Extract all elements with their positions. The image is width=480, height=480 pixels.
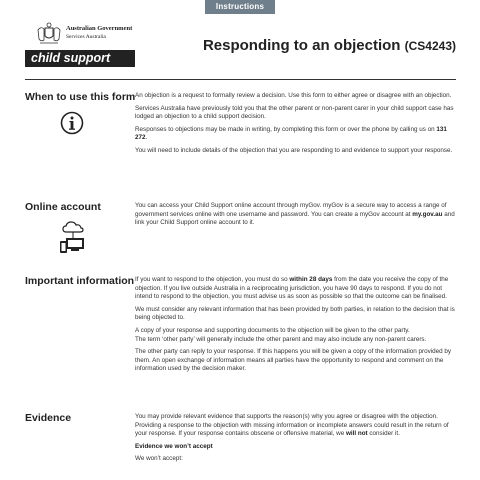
will-not-text: will not xyxy=(345,430,368,438)
section-heading-important: Important information xyxy=(25,275,135,287)
section-heading-when: When to use this form xyxy=(25,91,136,103)
online-para-1: You can access your Child Support online account through myGov. myGov is a secure way to access a range of government services online with one username and password. You can create a myGov account at my.gov.au and link your Child Support online account to it. xyxy=(135,202,455,227)
form-code: (CS4243) xyxy=(404,39,456,53)
title-text: Responding to an objection xyxy=(202,37,401,54)
section-body-online xyxy=(135,202,455,232)
important-para-4: The other party can reply to your response. If this happens you will be given a copy of the information provided by them. An open exchange of information means all parties have the opportunity to respond and comment on the information used by the decision maker. xyxy=(135,348,452,373)
section-heading-online: Online account xyxy=(25,201,101,213)
section-heading-evidence: Evidence xyxy=(25,412,72,424)
deadline-text: within 28 days xyxy=(289,276,333,283)
header-divider xyxy=(25,79,456,80)
when-para-1: An objection is a request to formally review a decision. Use this form to either agree or disagree with an objection. xyxy=(135,92,452,99)
coat-of-arms-icon xyxy=(36,22,62,46)
cloud-devices-icon xyxy=(57,220,89,254)
important-para-2: We must consider any relevant information that has been provided by both parties, in relation to the decision that is being objected to. xyxy=(135,305,455,322)
when-para-3: Responses to objections may be made in writing, by completing this form or over the phone by calling us on 131 272. xyxy=(135,125,447,142)
section-body-evidence xyxy=(135,413,455,468)
info-icon xyxy=(60,111,84,135)
section-body-important xyxy=(135,276,455,378)
evidence-para-1: You may provide relevant evidence that supports the reason(s) why you agree or disagree with the objection. Providing a response to the objection with missing information or incomplete answers could result in the return of your response. If your response contains obscene or offensive material, we will not consider it. xyxy=(135,413,449,438)
section-body-when xyxy=(135,92,455,160)
evidence-subheading: Evidence we won’t accept xyxy=(135,442,213,450)
when-para-4: You will need to include details of the objection that you are responding to and evidence to support your response. xyxy=(135,146,453,154)
evidence-para-2: We won’t accept: xyxy=(135,455,183,463)
when-para-2: Services Australia have previously told you that the other parent or non-parent carer in your child support case has lodged an objection to a child support decision. xyxy=(135,104,454,121)
important-para-3: A copy of your response and supporting documents to the objection will be given to the other party. The term ‘other party’ will generally include the other parent and may also include any non-parent carers. xyxy=(135,326,427,343)
government-name: Australian Government xyxy=(66,25,133,32)
brand-banner: child support xyxy=(25,50,135,67)
phone-number: 131 272 xyxy=(135,125,447,142)
page-title xyxy=(203,37,456,54)
instructions-tab[interactable]: Instructions xyxy=(205,0,275,14)
mygov-link[interactable]: my.gov.au xyxy=(412,210,443,218)
important-para-1: If you want to respond to the objection, you must do so within 28 days from the date you receive the copy of the objection. If you live outside Australia in a reciprocating jurisdiction, you have 90 days to respond. If you do not intend to respond to the objection, you must advise us as soon as possible so that the outcome can be finalised. xyxy=(135,276,449,301)
agency-name: Services Australia xyxy=(66,34,106,40)
